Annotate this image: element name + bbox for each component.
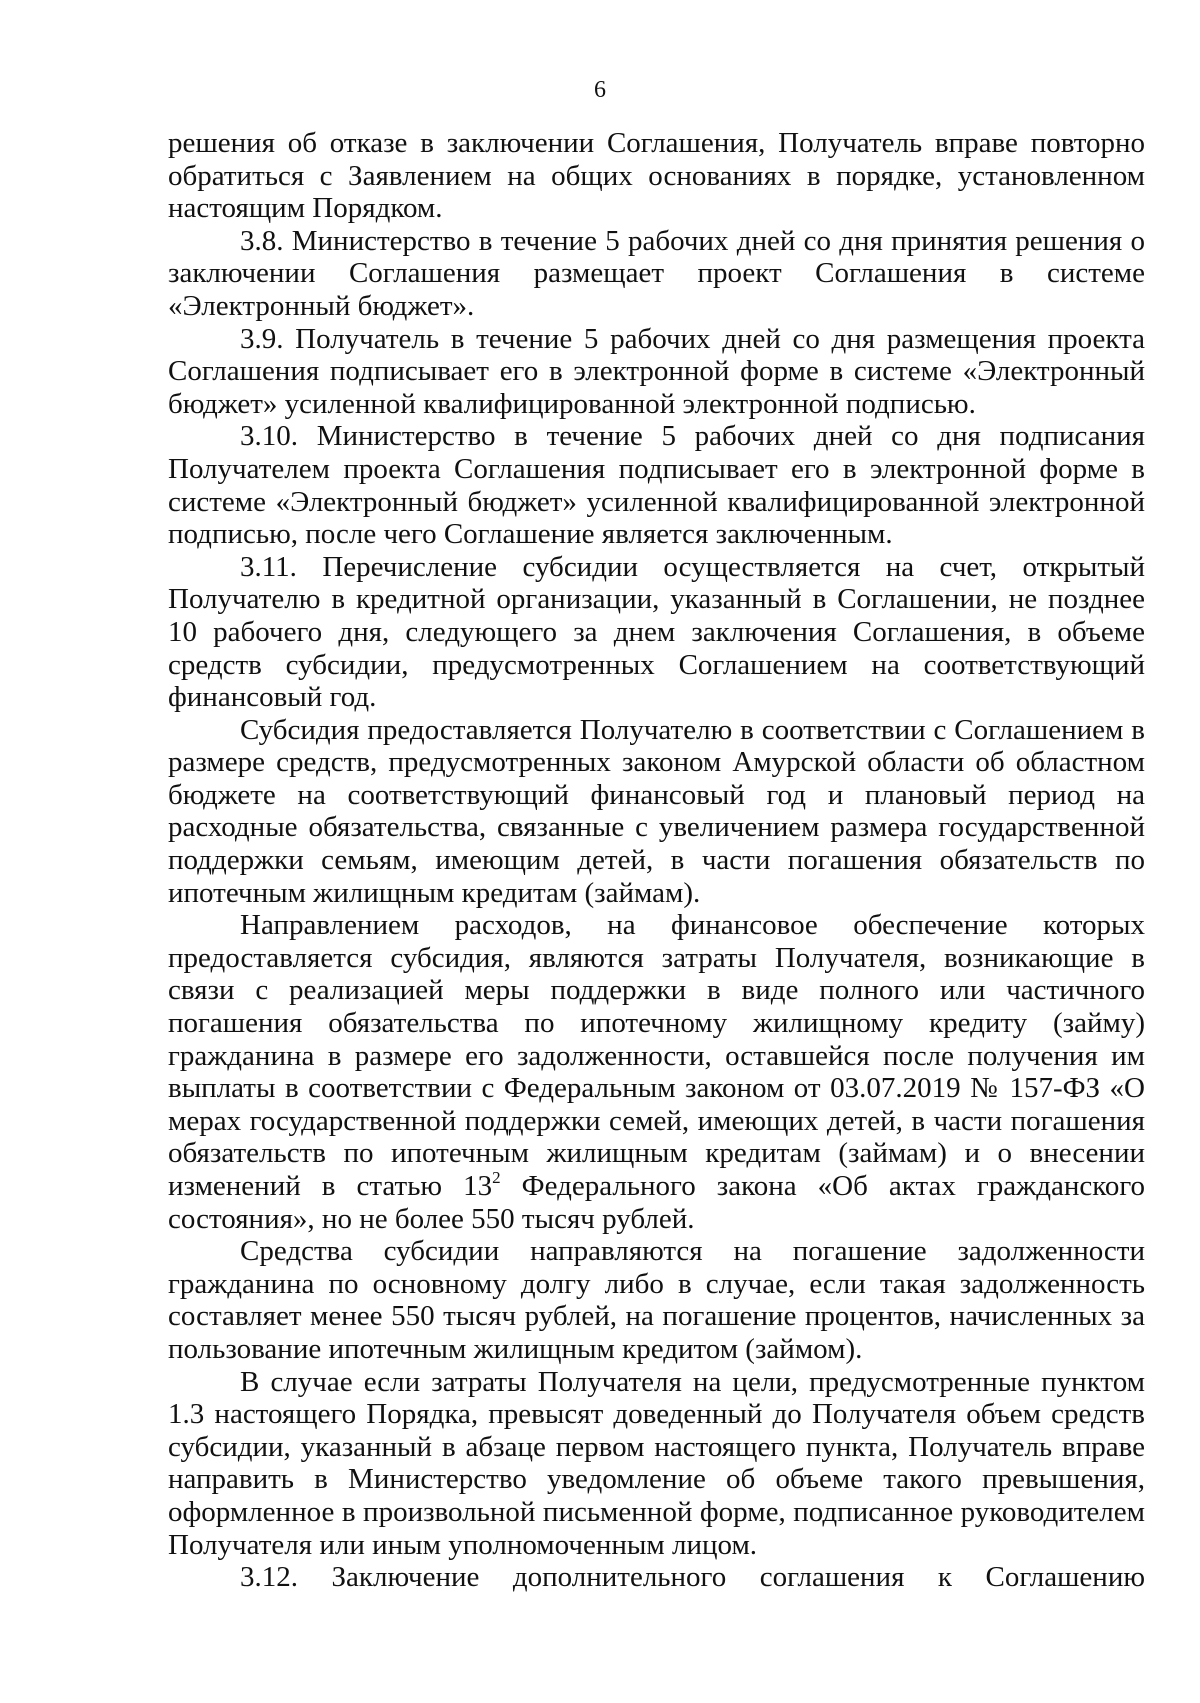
paragraph-excess-costs: В случае если затраты Получателя на цели, предусмотренные пунктом 1.3 настоящего Порядка, превысят доведенный до Получателя объем средств субсидии, указанный в абзаце первом настоящего пункта, Получатель вправе направить в Министерство уведомление об объеме такого превышения, оформленное в произвольной письменной форме, подписанное руководителем Получателя или иным уполномоченным лицом. <box>168 1365 1145 1561</box>
paragraph-expense-direction <box>168 909 1145 1235</box>
document-body <box>168 127 1145 1594</box>
paragraph-continuation: решения об отказе в заключении Соглашения, Получатель вправе повторно обратиться с Заявлением на общих основаниях в порядке, установленном настоящим Порядком. <box>168 127 1145 225</box>
expense-direction-text-end: Федерального закона «Об актах гражданского состояния», но не более 550 тысяч рублей. <box>168 1170 1145 1235</box>
paragraph-subsidy-size: Субсидия предоставляется Получателю в соответствии с Соглашением в размере средств, предусмотренных законом Амурской области об областном бюджете на соответствующий финансовый год и плановый период на расходные обязательства, связанные с увеличением размера государственной поддержки семьям, имеющим детей, в части погашения обязательств по ипотечным жилищным кредитам (займам). <box>168 713 1145 909</box>
expense-direction-text: Направлением расходов, на финансовое обеспечение которых предоставляется субсидия, являются затраты Получателя, возникающие в связи с реализацией меры поддержки в виде полного или частичного погашения обязательства по ипотечному жилищному кредиту (займу) гражданина в размере его задолженности, оставшейся после получения им выплаты в соответствии с Федеральным законом от 03.07.2019 № 157-ФЗ «О мерах государственной поддержки семей, имеющих детей, в части погашения обязательств по ипотечным жилищным кредитам (займам) и о внесении изменений в статью 13 <box>168 909 1145 1202</box>
paragraph-3-12: 3.12. Заключение дополнительного соглашения к Соглашению <box>240 1561 1145 1594</box>
paragraph-subsidy-funds: Средства субсидии направляются на погашение задолженности гражданина по основному долгу либо в случае, если такая задолженность составляет менее 550 тысяч рублей, на погашение процентов, начисленных за пользование ипотечным жилищным кредитом (займом). <box>168 1235 1145 1365</box>
paragraph-3-8: 3.8. Министерство в течение 5 рабочих дней со дня принятия решения о заключении Соглашения размещает проект Соглашения в системе «Электронный бюджет». <box>168 224 1145 322</box>
paragraph-3-10: 3.10. Министерство в течение 5 рабочих дней со дня подписания Получателем проекта Соглашения подписывает его в электронной форме в системе «Электронный бюджет» усиленной квалифицированной электронной подписью, после чего Соглашение является заключенным. <box>168 420 1145 551</box>
page-number: 6 <box>594 77 606 103</box>
article-superscript: 2 <box>492 1168 501 1187</box>
paragraph-3-9: 3.9. Получатель в течение 5 рабочих дней со дня размещения проекта Соглашения подписывает его в электронной форме в системе «Электронный бюджет» усиленной квалифицированной электронной подписью. <box>168 322 1145 420</box>
paragraph-3-11: 3.11. Перечисление субсидии осуществляется на счет, открытый Получателю в кредитной организации, указанный в Соглашении, не позднее 10 рабочего дня, следующего за днем заключения Соглашения, в объеме средств субсидии, предусмотренных Соглашением на соответствующий финансовый год. <box>168 550 1145 714</box>
